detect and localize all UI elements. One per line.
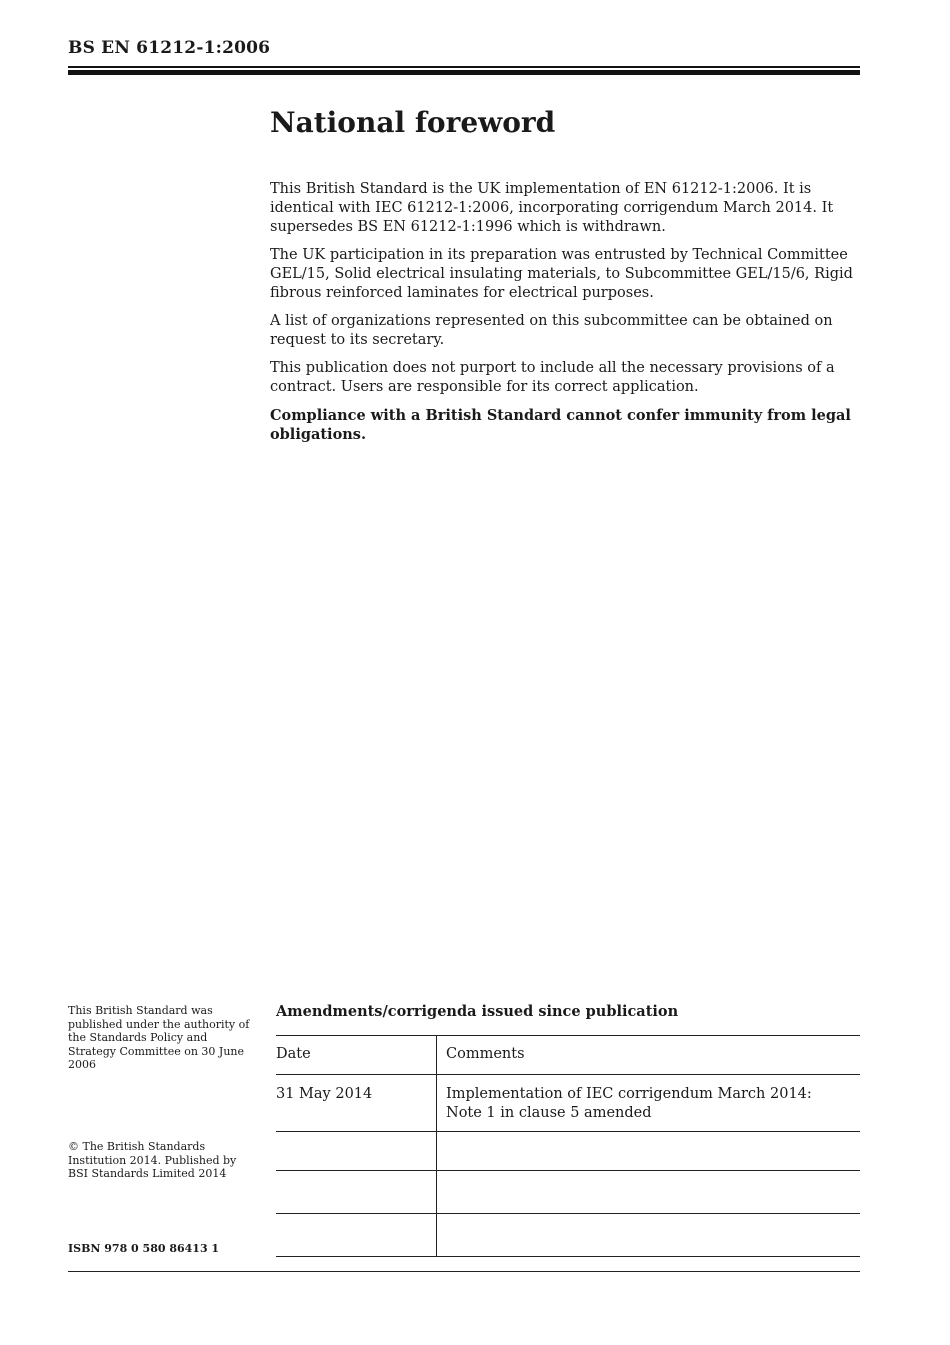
foreword-paragraph-3: A list of organizations represented on this subcommittee can be obtained on request to its secretary.	[270, 313, 833, 348]
amendment-comments	[437, 1214, 861, 1257]
publication-note-text: This British Standard was published under the authority of the Standards Policy and Strategy Committee on 30 June 2006	[68, 1004, 250, 1071]
copyright-text: © The British Standards Institution 2014. Published by BSI Standards Limited 2014	[68, 1140, 237, 1180]
table-row	[276, 1171, 860, 1214]
column-header-date: Date	[276, 1036, 437, 1075]
foreword-paragraph-1: This British Standard is the UK implementation of EN 61212-1:2006. It is identical with IEC 61212-1:2006, incorporating corrigendum March 2014. It supersedes BS EN 61212-1:1996 which is withdrawn.	[270, 181, 834, 235]
table-row	[276, 1132, 860, 1171]
compliance-statement: Compliance with a British Standard cannot confer immunity from legal obligations.	[270, 407, 851, 443]
column-header-comments: Comments	[437, 1036, 861, 1075]
footer-rule	[68, 1271, 860, 1272]
amendments-table	[276, 1035, 860, 1257]
amendment-comments: Implementation of IEC corrigendum March 2014: Note 1 in clause 5 amended	[437, 1075, 861, 1132]
amendment-date	[276, 1171, 437, 1214]
publication-note	[68, 1004, 258, 1072]
foreword-body	[270, 180, 860, 453]
amendment-comments	[437, 1171, 861, 1214]
amendment-comments	[437, 1132, 861, 1171]
foreword-paragraph-2: The UK participation in its preparation was entrusted by Technical Committee GEL/15, Solid electrical insulating materials, to Subcommittee GEL/15/6, Rigid fibrous reinforced laminates for electrical purposes.	[270, 247, 853, 301]
table-row	[276, 1214, 860, 1257]
header-rule-thin	[68, 66, 860, 68]
amendment-date	[276, 1214, 437, 1257]
amendments-heading: Amendments/corrigenda issued since publication	[276, 1003, 679, 1020]
table-header-row	[276, 1036, 860, 1075]
header-rule-thick	[68, 70, 860, 75]
copyright-note	[68, 1140, 258, 1181]
isbn: ISBN 978 0 580 86413 1	[68, 1242, 220, 1255]
amendment-date	[276, 1132, 437, 1171]
document-code: BS EN 61212-1:2006	[68, 38, 271, 58]
foreword-paragraph-4: This publication does not purport to include all the necessary provisions of a contract. Users are responsible for its correct application.	[270, 360, 835, 395]
amendment-date: 31 May 2014	[276, 1075, 437, 1132]
page-title: National foreword	[270, 106, 556, 139]
table-row	[276, 1075, 860, 1132]
